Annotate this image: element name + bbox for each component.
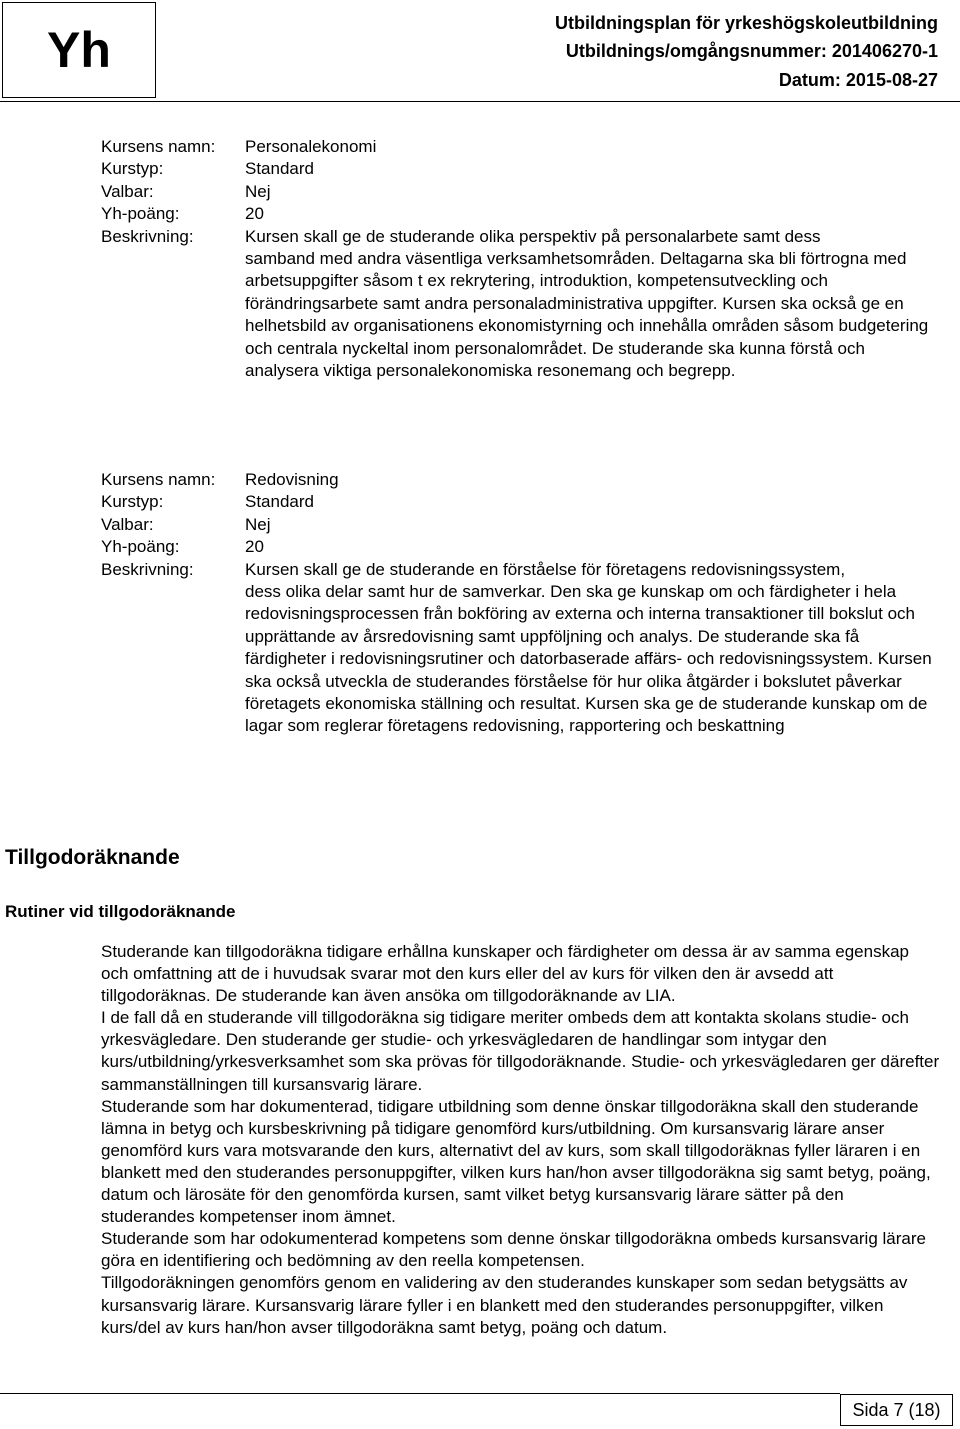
course-type-row [101,491,941,513]
course-name-label: Kursens namn: [101,137,216,156]
course-type-row [101,158,941,180]
course-description-label: Beskrivning: [101,226,194,246]
document-date: Datum: 2015-08-27 [778,70,938,90]
section-body [101,941,941,1339]
course-type-value: Standard [245,492,314,512]
course-description-row [101,226,941,248]
course-type-label: Kurstyp: [101,492,164,512]
course-optional-row [101,181,941,203]
course-name-row [101,136,941,158]
course-optional-value: Nej [245,181,271,201]
course-points-value: 20 [245,537,264,557]
course-points-value: 20 [245,204,264,224]
document-title: Utbildningsplan för yrkeshögskoleutbildning [554,13,938,33]
course-points-row [101,536,941,558]
page-number: Sida 7 (18) [840,1394,953,1426]
course-description-text: samband med andra väsentliga verksamhetsområden. Deltagarna ska bli förtrogna med arbetsuppgifter såsom t ex rekrytering, introduktion, kompetensutveckling och förändringsarbete samt andra personaladministrativa uppgifter. Kursen ska också ge en helhetsbild av organisationens ekonomistyrning och innehålla områden såsom budgetering och centrala nyckeltal inom personalområdet. De studerande ska kunna förstå och analysera viktiga personalekonomiska resonemang och begrepp. [245,249,929,381]
course-description-text: dess olika delar samt hur de samverkar. Den ska ge kunskap om och färdigheter i hela redovisningsprocessen från bokföring av externa och interna transaktioner till bokslut och upprättande av årsredovisning samt uppföljning och analys. De studerande ska få färdigheter i redovisningsrutiner och datorbaserade affärs- och redovisningssystem. Kursen ska också utveckla de studerandes förståelse för hur olika åtgärder i bokslutet påverkar företagets ekonomiska ställning och resultat. Kursen ska ge de studerande kunskap om de lagar som reglerar företagens redovisning, rapportering och beskattning [245,582,932,736]
course-description-first-line: Kursen skall ge de studerande en förståelse för företagens redovisningssystem, [245,559,846,579]
paragraph: Studerande som har odokumenterad kompetens som denne önskar tillgodoräkna ombeds kursansvarig lärare göra en identifiering och bedömning av den reella kompetensen. [101,1229,926,1271]
section-subheading: Rutiner vid tillgodoräknande [5,902,236,921]
paragraph: Tillgodoräkningen genomförs genom en validering av den studerandes kunskaper som sedan betygsätts av kursansvarig lärare. Kursansvarig lärare fyller i en blankett med den studerandes personuppgifter, vilken kurs/del av kurs han/hon avser tillgodoräkna samt betyg, poäng och datum. [101,1273,908,1337]
section-heading: Tillgodoräknande [5,846,180,869]
paragraph: I de fall då en studerande vill tillgodoräkna sig tidigare meriter ombeds dem att kontakta skolans studie- och yrkesvägledare. Den studerande ger studie- och yrkesvägledaren de handlingar som intygar den kurs/utbildning/yrkesverksamhet som ska prövas för tillgodoräknande. Studie- och yrkesvägledaren ger därefter sammanställningen till kursansvarig lärare. [101,1008,940,1094]
course-block-redovisning [101,469,941,738]
course-optional-label: Valbar: [101,181,154,201]
course-points-row [101,203,941,225]
course-name-value: Redovisning [245,470,339,489]
footer-divider [0,1393,840,1394]
course-optional-row [101,514,941,536]
course-points-label: Yh-poäng: [101,537,180,557]
course-description-first-line: Kursen skall ge de studerande olika perspektiv på personalarbete samt dess [245,226,821,246]
course-block-personalekonomi [101,136,941,382]
course-name-row [101,469,941,491]
course-description-row [101,559,941,581]
course-name-label: Kursens namn: [101,470,216,489]
header-divider [0,101,960,102]
paragraph: Studerande som har dokumenterad, tidigare utbildning som denne önskar tillgodoräkna skall den studerande lämna in betyg och kursbeskrivning på tidigare genomförd kurs/utbildning. Om kursansvarig lärare anser genomförd kurs vara motsvarande den kurs, alternativt del av kurs, som skall tillgodoräknas fyller läraren i en blankett med den studerandes personuppgifter, vilken kurs han/hon avser tillgodoräkna sig samt betyg, poäng, datum och lärosäte för den genomförda kursen, samt vilket betyg kursansvarig lärare sätter på den studerandes kompetenser inom ämnet. [101,1096,931,1227]
course-optional-value: Nej [245,514,271,534]
course-optional-label: Valbar: [101,514,154,534]
yh-logo: Yh [2,2,156,98]
course-points-label: Yh-poäng: [101,204,180,224]
course-name-value: Personalekonomi [245,137,377,156]
course-description-label: Beskrivning: [101,559,194,579]
course-type-value: Standard [245,159,314,179]
program-number: Utbildnings/omgångsnummer: 201406270-1 [565,41,938,61]
paragraph: Studerande kan tillgodoräkna tidigare erhållna kunskaper och färdigheter om dessa är av samma egenskap och omfattning att de i huvudsak svarar mot den kurs eller del av kurs för vilken den är avsedd att tillgodoräknas. De studerande kan även ansöka om tillgodoräknande av LIA. [101,942,909,1006]
course-type-label: Kurstyp: [101,159,164,179]
